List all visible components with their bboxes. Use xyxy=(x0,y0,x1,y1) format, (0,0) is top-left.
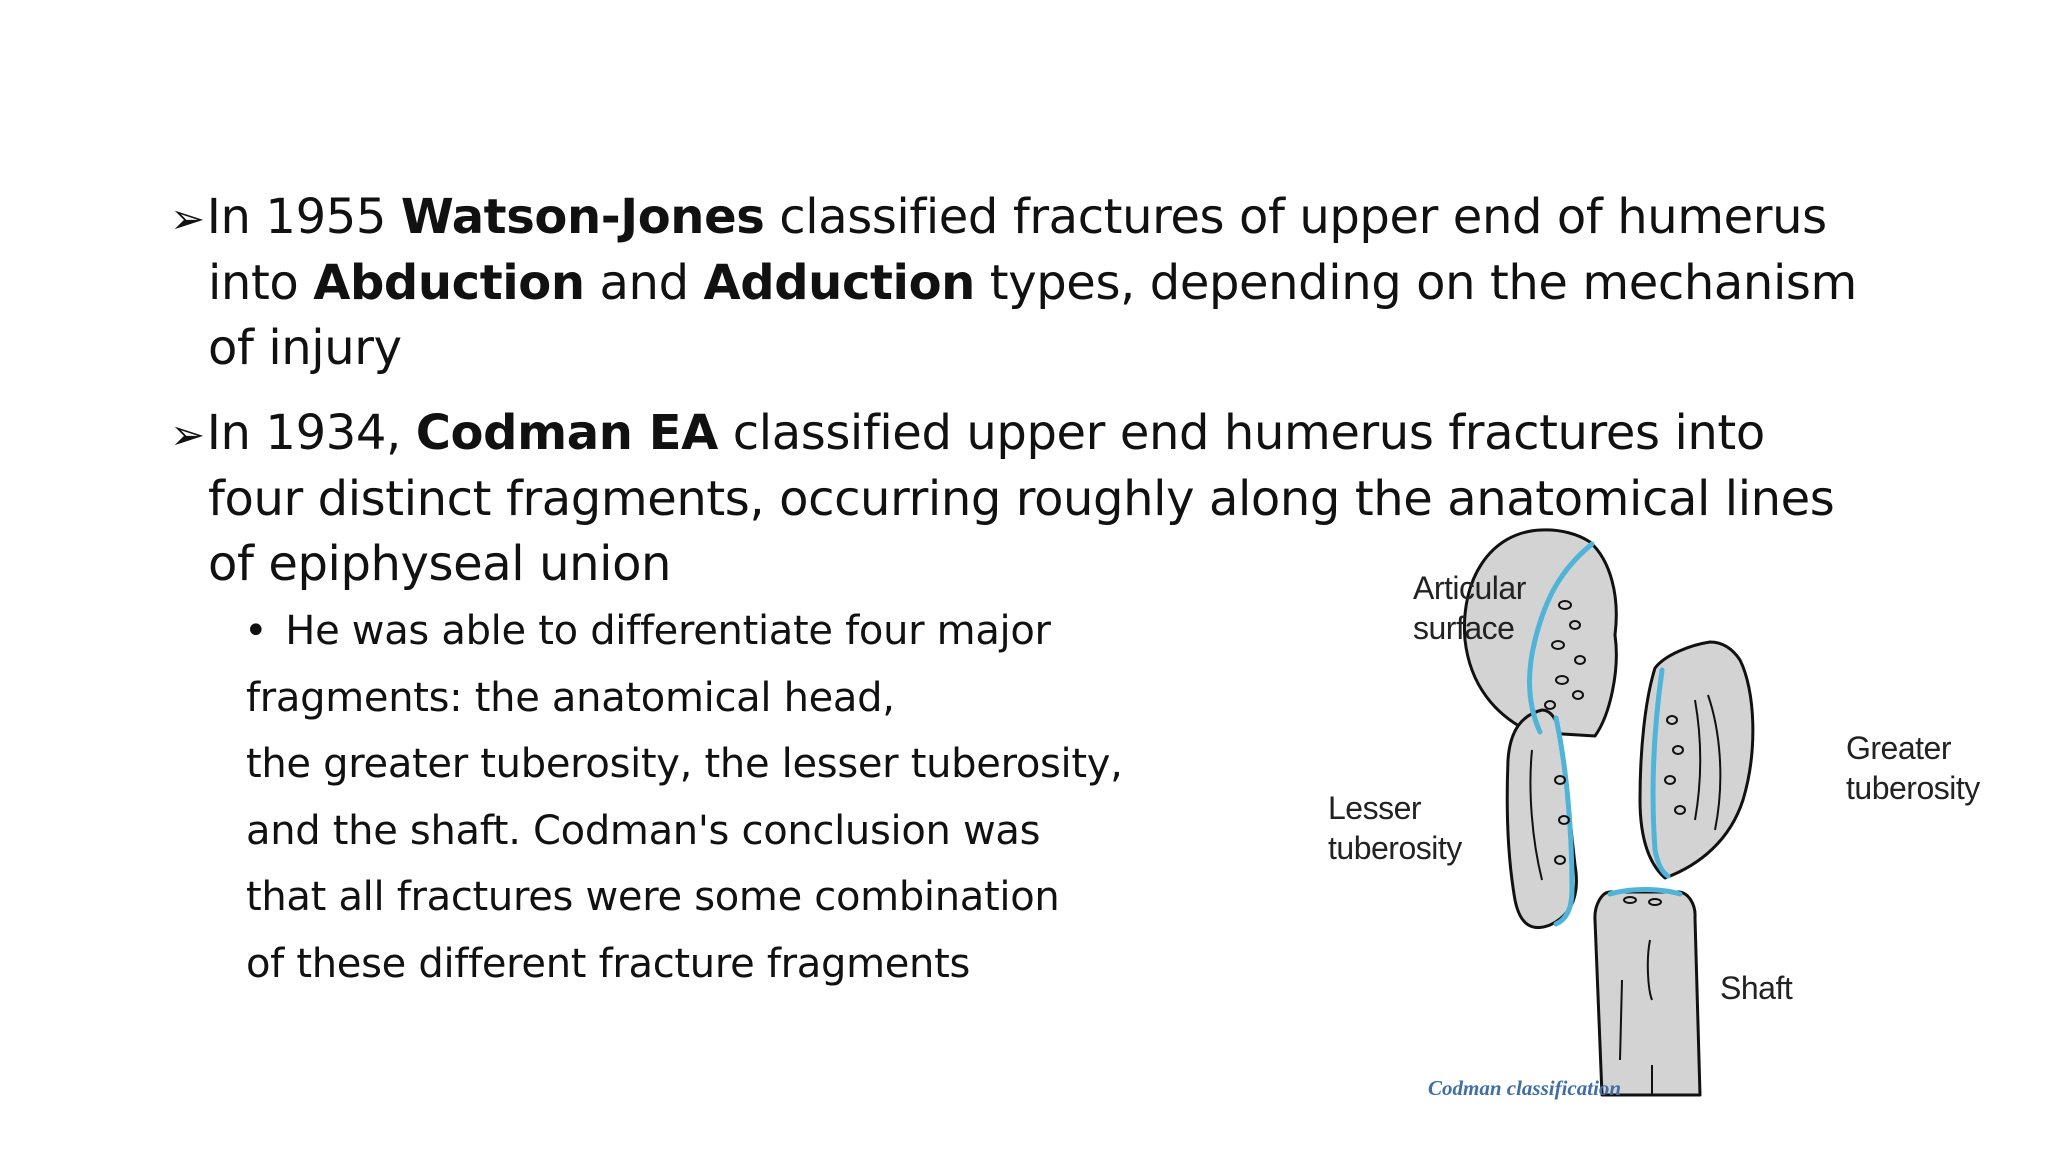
sub-bullet xyxy=(246,598,1246,997)
arrow-bullet-icon: ➢ xyxy=(170,410,205,459)
bold-term-watson-jones: Watson-Jones xyxy=(400,189,765,245)
label-line: tuberosity xyxy=(1328,830,1462,866)
bullet-line xyxy=(170,401,1910,467)
label-line: Shaft xyxy=(1720,970,1793,1006)
figure-caption: Codman classification xyxy=(1428,1076,1622,1100)
bold-term-codman-ea: Codman EA xyxy=(415,405,718,461)
label-line: tuberosity xyxy=(1846,770,1980,806)
label-shaft xyxy=(1720,968,1792,1008)
label-line: Articular xyxy=(1413,570,1526,606)
bullet-line xyxy=(170,185,1910,251)
bold-term-adduction: Adduction xyxy=(703,255,975,311)
sub-bullet-line xyxy=(246,598,1246,665)
arrow-bullet-icon: ➢ xyxy=(170,194,205,243)
sub-bullet-line: fragments: the anatomical head, xyxy=(246,674,895,721)
text-run: classified fractures of upper end of humerus xyxy=(764,189,1827,245)
sub-bullet-line: that all fractures were some combination xyxy=(246,874,1060,920)
sub-bullet-text: He was able to differentiate four major xyxy=(285,608,1051,654)
text-run: In 1955 xyxy=(206,189,401,245)
label-greater-tuberosity xyxy=(1846,728,1980,808)
bullet-line: of injury xyxy=(208,320,402,376)
shaft-fragment xyxy=(1595,892,1700,1095)
lesser-tuberosity-fragment xyxy=(1507,710,1576,928)
text-run: into xyxy=(208,255,314,311)
bullet-watson-jones xyxy=(170,185,1910,381)
label-articular-surface xyxy=(1413,568,1526,648)
label-line: surface xyxy=(1413,610,1515,646)
label-line: Lesser xyxy=(1328,790,1422,826)
sub-bullet-line: the greater tuberosity, the lesser tuberosity, xyxy=(246,741,1123,787)
sub-bullet-line: of these different fracture fragments xyxy=(246,940,971,987)
bullet-line: of epiphyseal union xyxy=(208,536,672,592)
sub-bullet-line: and the shaft. Codman's conclusion was xyxy=(246,807,1041,854)
text-run: In 1934, xyxy=(206,405,416,461)
bullet-line: four distinct fragments, occurring roughly along the anatomical lines xyxy=(208,471,1835,527)
codman-classification-figure xyxy=(1310,520,2010,1120)
bold-term-abduction: Abduction xyxy=(313,255,585,311)
bullet-line xyxy=(170,251,1910,316)
label-line: Greater xyxy=(1846,730,1951,766)
text-run: classified upper end humerus fractures into xyxy=(717,405,1765,461)
text-run: and xyxy=(584,255,704,311)
dot-bullet-icon: • xyxy=(244,608,268,654)
text-run: types, depending on the mechanism xyxy=(974,255,1857,311)
label-lesser-tuberosity xyxy=(1328,788,1462,868)
